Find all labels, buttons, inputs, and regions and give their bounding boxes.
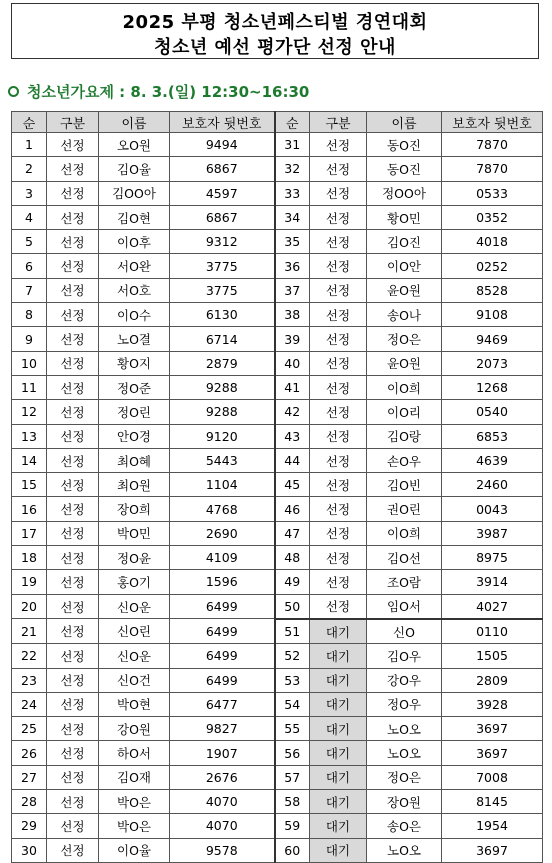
cell-name: 이O수	[99, 303, 170, 327]
table-row	[12, 133, 543, 157]
cell-guardian-number: 6499	[170, 594, 275, 619]
cell-name: 황O지	[99, 351, 170, 375]
header-order: 순	[275, 112, 310, 133]
cell-guardian-number: 6477	[170, 692, 275, 716]
cell-name: 이O후	[99, 230, 170, 254]
cell-guardian-number: 9288	[170, 375, 275, 399]
cell-order: 60	[275, 838, 310, 862]
cell-category: 대기	[310, 692, 367, 716]
cell-guardian-number: 0043	[442, 497, 543, 521]
cell-guardian-number: 6714	[170, 327, 275, 351]
cell-category: 선정	[47, 254, 99, 278]
cell-guardian-number: 2073	[442, 351, 543, 375]
cell-category: 선정	[47, 497, 99, 521]
table-row	[12, 838, 543, 862]
table-row	[12, 741, 543, 765]
cell-category: 대기	[310, 717, 367, 741]
cell-category: 선정	[310, 157, 367, 181]
cell-guardian-number: 9120	[170, 424, 275, 448]
cell-name: 신O건	[99, 668, 170, 692]
cell-order: 54	[275, 692, 310, 716]
cell-name: 황O민	[367, 205, 442, 229]
page-title: 2025 부평 청소년페스티벌 경연대회	[122, 12, 428, 33]
cell-order: 19	[12, 570, 47, 594]
cell-order: 27	[12, 765, 47, 789]
event-label: 청소년가요제 : 8. 3.(일) 12:30~16:30	[27, 82, 310, 101]
cell-guardian-number: 3697	[442, 838, 543, 862]
cell-category: 선정	[310, 181, 367, 205]
cell-name: 정O윤	[99, 546, 170, 570]
cell-guardian-number: 8528	[442, 278, 543, 302]
header-guardian-number: 보호자 뒷번호	[442, 112, 543, 133]
cell-guardian-number: 1596	[170, 570, 275, 594]
cell-guardian-number: 0110	[442, 619, 543, 644]
table-row	[12, 303, 543, 327]
cell-name: 김O현	[99, 205, 170, 229]
cell-guardian-number: 6867	[170, 205, 275, 229]
cell-guardian-number: 4018	[442, 230, 543, 254]
cell-order: 28	[12, 790, 47, 814]
cell-guardian-number: 7008	[442, 765, 543, 789]
cell-category: 선정	[310, 424, 367, 448]
table-row	[12, 644, 543, 668]
cell-category: 선정	[47, 157, 99, 181]
cell-category: 선정	[310, 473, 367, 497]
cell-guardian-number: 7870	[442, 157, 543, 181]
cell-category: 선정	[47, 278, 99, 302]
cell-category: 선정	[310, 278, 367, 302]
cell-order: 7	[12, 278, 47, 302]
cell-order: 48	[275, 546, 310, 570]
cell-guardian-number: 3697	[442, 741, 543, 765]
cell-name: 김O진	[367, 230, 442, 254]
cell-name: 신O린	[99, 619, 170, 644]
cell-order: 50	[275, 594, 310, 619]
cell-category: 선정	[47, 133, 99, 157]
cell-name: 송O나	[367, 303, 442, 327]
cell-order: 8	[12, 303, 47, 327]
cell-guardian-number: 0252	[442, 254, 543, 278]
title-box	[11, 3, 539, 59]
cell-order: 58	[275, 790, 310, 814]
cell-order: 21	[12, 619, 47, 644]
cell-category: 선정	[47, 473, 99, 497]
table-header-row	[12, 112, 543, 133]
cell-guardian-number: 5443	[170, 448, 275, 472]
cell-guardian-number: 0352	[442, 205, 543, 229]
cell-category: 선정	[310, 303, 367, 327]
cell-category: 선정	[47, 692, 99, 716]
cell-guardian-number: 4070	[170, 790, 275, 814]
cell-guardian-number: 8975	[442, 546, 543, 570]
cell-order: 44	[275, 448, 310, 472]
table-row	[12, 351, 543, 375]
header-guardian-number: 보호자 뒷번호	[170, 112, 275, 133]
cell-category: 선정	[310, 448, 367, 472]
cell-order: 13	[12, 424, 47, 448]
cell-category: 선정	[310, 546, 367, 570]
cell-order: 33	[275, 181, 310, 205]
cell-order: 14	[12, 448, 47, 472]
cell-name: 윤O원	[367, 278, 442, 302]
cell-name: 박O은	[99, 790, 170, 814]
cell-order: 4	[12, 205, 47, 229]
cell-category: 대기	[310, 644, 367, 668]
table-row	[12, 717, 543, 741]
cell-name: 신O운	[99, 594, 170, 619]
cell-category: 선정	[47, 619, 99, 644]
table-row	[12, 765, 543, 789]
cell-category: 선정	[47, 838, 99, 862]
table-row	[12, 473, 543, 497]
cell-category: 선정	[310, 570, 367, 594]
table-row	[12, 375, 543, 399]
cell-guardian-number: 3914	[442, 570, 543, 594]
cell-name: 김OO아	[99, 181, 170, 205]
cell-category: 선정	[310, 375, 367, 399]
cell-guardian-number: 0540	[442, 400, 543, 424]
cell-order: 15	[12, 473, 47, 497]
cell-category: 선정	[310, 497, 367, 521]
cell-order: 53	[275, 668, 310, 692]
cell-name: 안O경	[99, 424, 170, 448]
cell-order: 40	[275, 351, 310, 375]
cell-category: 대기	[310, 814, 367, 838]
cell-category: 선정	[310, 230, 367, 254]
cell-category: 선정	[47, 546, 99, 570]
cell-order: 10	[12, 351, 47, 375]
cell-name: 정O린	[99, 400, 170, 424]
cell-name: 홍O기	[99, 570, 170, 594]
cell-name: 권O린	[367, 497, 442, 521]
cell-name: 김O랑	[367, 424, 442, 448]
cell-order: 39	[275, 327, 310, 351]
cell-guardian-number: 4109	[170, 546, 275, 570]
cell-category: 선정	[310, 594, 367, 619]
cell-guardian-number: 6499	[170, 619, 275, 644]
cell-name: 김O율	[99, 157, 170, 181]
cell-name: 강O우	[367, 668, 442, 692]
cell-name: 임O서	[367, 594, 442, 619]
cell-order: 2	[12, 157, 47, 181]
cell-order: 55	[275, 717, 310, 741]
cell-category: 선정	[47, 765, 99, 789]
cell-guardian-number: 4639	[442, 448, 543, 472]
cell-guardian-number: 3775	[170, 278, 275, 302]
cell-name: 장O원	[367, 790, 442, 814]
cell-guardian-number: 2879	[170, 351, 275, 375]
cell-name: 박O은	[99, 814, 170, 838]
cell-name: 노O결	[99, 327, 170, 351]
cell-name: 강O원	[99, 717, 170, 741]
cell-name: 서O완	[99, 254, 170, 278]
circle-bullet-icon	[8, 86, 19, 97]
cell-category: 선정	[47, 717, 99, 741]
cell-category: 선정	[47, 205, 99, 229]
cell-guardian-number: 9494	[170, 133, 275, 157]
cell-name: 김O빈	[367, 473, 442, 497]
cell-guardian-number: 9108	[442, 303, 543, 327]
cell-order: 17	[12, 521, 47, 545]
cell-order: 42	[275, 400, 310, 424]
cell-order: 26	[12, 741, 47, 765]
cell-name: 최O혜	[99, 448, 170, 472]
cell-name: 이O안	[367, 254, 442, 278]
cell-name: 노O오	[367, 741, 442, 765]
cell-guardian-number: 4768	[170, 497, 275, 521]
cell-guardian-number: 1104	[170, 473, 275, 497]
cell-guardian-number: 9578	[170, 838, 275, 862]
cell-order: 3	[12, 181, 47, 205]
cell-category: 선정	[47, 570, 99, 594]
cell-name: 신O	[367, 619, 442, 644]
table-row	[12, 254, 543, 278]
cell-name: 김O재	[99, 765, 170, 789]
cell-guardian-number: 9469	[442, 327, 543, 351]
cell-category: 선정	[310, 133, 367, 157]
cell-name: 정O은	[367, 765, 442, 789]
cell-guardian-number: 9312	[170, 230, 275, 254]
cell-order: 5	[12, 230, 47, 254]
cell-name: 서O호	[99, 278, 170, 302]
table-row	[12, 327, 543, 351]
cell-guardian-number: 1268	[442, 375, 543, 399]
cell-category: 선정	[310, 521, 367, 545]
table-row	[12, 181, 543, 205]
cell-order: 57	[275, 765, 310, 789]
table-row	[12, 157, 543, 181]
cell-category: 선정	[47, 375, 99, 399]
cell-order: 31	[275, 133, 310, 157]
cell-name: 최O원	[99, 473, 170, 497]
cell-order: 37	[275, 278, 310, 302]
cell-order: 35	[275, 230, 310, 254]
cell-name: 정O은	[367, 327, 442, 351]
cell-category: 선정	[47, 424, 99, 448]
cell-order: 51	[275, 619, 310, 644]
cell-name: 동O진	[367, 157, 442, 181]
page-subtitle: 청소년 예선 평가단 선정 안내	[154, 37, 396, 58]
cell-order: 36	[275, 254, 310, 278]
cell-order: 12	[12, 400, 47, 424]
table-row	[12, 497, 543, 521]
cell-name: 조O람	[367, 570, 442, 594]
cell-name: 김O우	[367, 644, 442, 668]
cell-name: 김O선	[367, 546, 442, 570]
cell-guardian-number: 4597	[170, 181, 275, 205]
cell-order: 41	[275, 375, 310, 399]
cell-guardian-number: 3987	[442, 521, 543, 545]
cell-guardian-number: 1907	[170, 741, 275, 765]
cell-name: 오O원	[99, 133, 170, 157]
cell-order: 11	[12, 375, 47, 399]
cell-order: 47	[275, 521, 310, 545]
cell-order: 43	[275, 424, 310, 448]
table-row	[12, 546, 543, 570]
cell-category: 선정	[47, 741, 99, 765]
cell-category: 대기	[310, 790, 367, 814]
cell-name: 이O리	[367, 400, 442, 424]
table-row	[12, 521, 543, 545]
cell-name: 동O진	[367, 133, 442, 157]
table-row	[12, 668, 543, 692]
cell-guardian-number: 4027	[442, 594, 543, 619]
cell-order: 25	[12, 717, 47, 741]
cell-name: 윤O원	[367, 351, 442, 375]
cell-order: 16	[12, 497, 47, 521]
cell-name: 노O오	[367, 838, 442, 862]
cell-name: 송O은	[367, 814, 442, 838]
cell-guardian-number: 2460	[442, 473, 543, 497]
table-row	[12, 570, 543, 594]
header-name: 이름	[367, 112, 442, 133]
cell-category: 선정	[310, 327, 367, 351]
cell-guardian-number: 9288	[170, 400, 275, 424]
header-category: 구분	[310, 112, 367, 133]
table-row	[12, 400, 543, 424]
cell-name: 손O우	[367, 448, 442, 472]
table-row	[12, 205, 543, 229]
cell-order: 24	[12, 692, 47, 716]
table-row	[12, 594, 543, 619]
cell-order: 18	[12, 546, 47, 570]
table-row	[12, 448, 543, 472]
cell-category: 선정	[47, 327, 99, 351]
cell-name: 정OO아	[367, 181, 442, 205]
cell-guardian-number: 2809	[442, 668, 543, 692]
cell-order: 29	[12, 814, 47, 838]
cell-order: 1	[12, 133, 47, 157]
cell-guardian-number: 4070	[170, 814, 275, 838]
cell-category: 선정	[47, 448, 99, 472]
cell-guardian-number: 6130	[170, 303, 275, 327]
header-name: 이름	[99, 112, 170, 133]
cell-category: 선정	[47, 668, 99, 692]
cell-order: 22	[12, 644, 47, 668]
cell-name: 신O운	[99, 644, 170, 668]
cell-guardian-number: 1505	[442, 644, 543, 668]
header-order: 순	[12, 112, 47, 133]
cell-category: 대기	[310, 668, 367, 692]
cell-guardian-number: 6867	[170, 157, 275, 181]
table-row	[12, 790, 543, 814]
cell-guardian-number: 0533	[442, 181, 543, 205]
cell-order: 46	[275, 497, 310, 521]
cell-name: 정O우	[367, 692, 442, 716]
table-row	[12, 424, 543, 448]
cell-guardian-number: 9827	[170, 717, 275, 741]
cell-category: 선정	[47, 521, 99, 545]
cell-order: 52	[275, 644, 310, 668]
cell-category: 선정	[47, 181, 99, 205]
cell-name: 이O율	[99, 838, 170, 862]
table-row	[12, 619, 543, 644]
cell-order: 56	[275, 741, 310, 765]
cell-guardian-number: 6499	[170, 644, 275, 668]
cell-category: 대기	[310, 838, 367, 862]
cell-name: 박O현	[99, 692, 170, 716]
event-info	[6, 80, 309, 102]
cell-name: 이O희	[367, 375, 442, 399]
cell-order: 20	[12, 594, 47, 619]
cell-category: 선정	[47, 814, 99, 838]
cell-category: 선정	[47, 303, 99, 327]
cell-category: 선정	[47, 790, 99, 814]
cell-category: 선정	[47, 644, 99, 668]
cell-category: 대기	[310, 741, 367, 765]
cell-category: 선정	[47, 594, 99, 619]
cell-order: 49	[275, 570, 310, 594]
header-category: 구분	[47, 112, 99, 133]
cell-guardian-number: 2690	[170, 521, 275, 545]
cell-guardian-number: 7870	[442, 133, 543, 157]
cell-order: 32	[275, 157, 310, 181]
cell-name: 노O오	[367, 717, 442, 741]
cell-name: 이O희	[367, 521, 442, 545]
cell-order: 45	[275, 473, 310, 497]
cell-name: 정O준	[99, 375, 170, 399]
cell-name: 장O희	[99, 497, 170, 521]
cell-order: 6	[12, 254, 47, 278]
cell-category: 선정	[310, 351, 367, 375]
table-row	[12, 278, 543, 302]
table-row	[12, 230, 543, 254]
table-row	[12, 692, 543, 716]
cell-category: 선정	[47, 230, 99, 254]
cell-order: 30	[12, 838, 47, 862]
cell-order: 34	[275, 205, 310, 229]
selection-table	[11, 111, 543, 863]
table-row	[12, 814, 543, 838]
cell-guardian-number: 8145	[442, 790, 543, 814]
cell-guardian-number: 3697	[442, 717, 543, 741]
cell-category: 선정	[310, 400, 367, 424]
cell-order: 38	[275, 303, 310, 327]
cell-category: 선정	[47, 400, 99, 424]
cell-guardian-number: 2676	[170, 765, 275, 789]
cell-category: 선정	[310, 254, 367, 278]
cell-guardian-number: 3928	[442, 692, 543, 716]
cell-category: 대기	[310, 765, 367, 789]
cell-order: 23	[12, 668, 47, 692]
cell-order: 59	[275, 814, 310, 838]
cell-name: 박O민	[99, 521, 170, 545]
cell-guardian-number: 6853	[442, 424, 543, 448]
cell-category: 선정	[47, 351, 99, 375]
cell-guardian-number: 3775	[170, 254, 275, 278]
cell-order: 9	[12, 327, 47, 351]
cell-category: 선정	[310, 205, 367, 229]
cell-guardian-number: 1954	[442, 814, 543, 838]
cell-category: 대기	[310, 619, 367, 644]
cell-name: 하O서	[99, 741, 170, 765]
cell-guardian-number: 6499	[170, 668, 275, 692]
